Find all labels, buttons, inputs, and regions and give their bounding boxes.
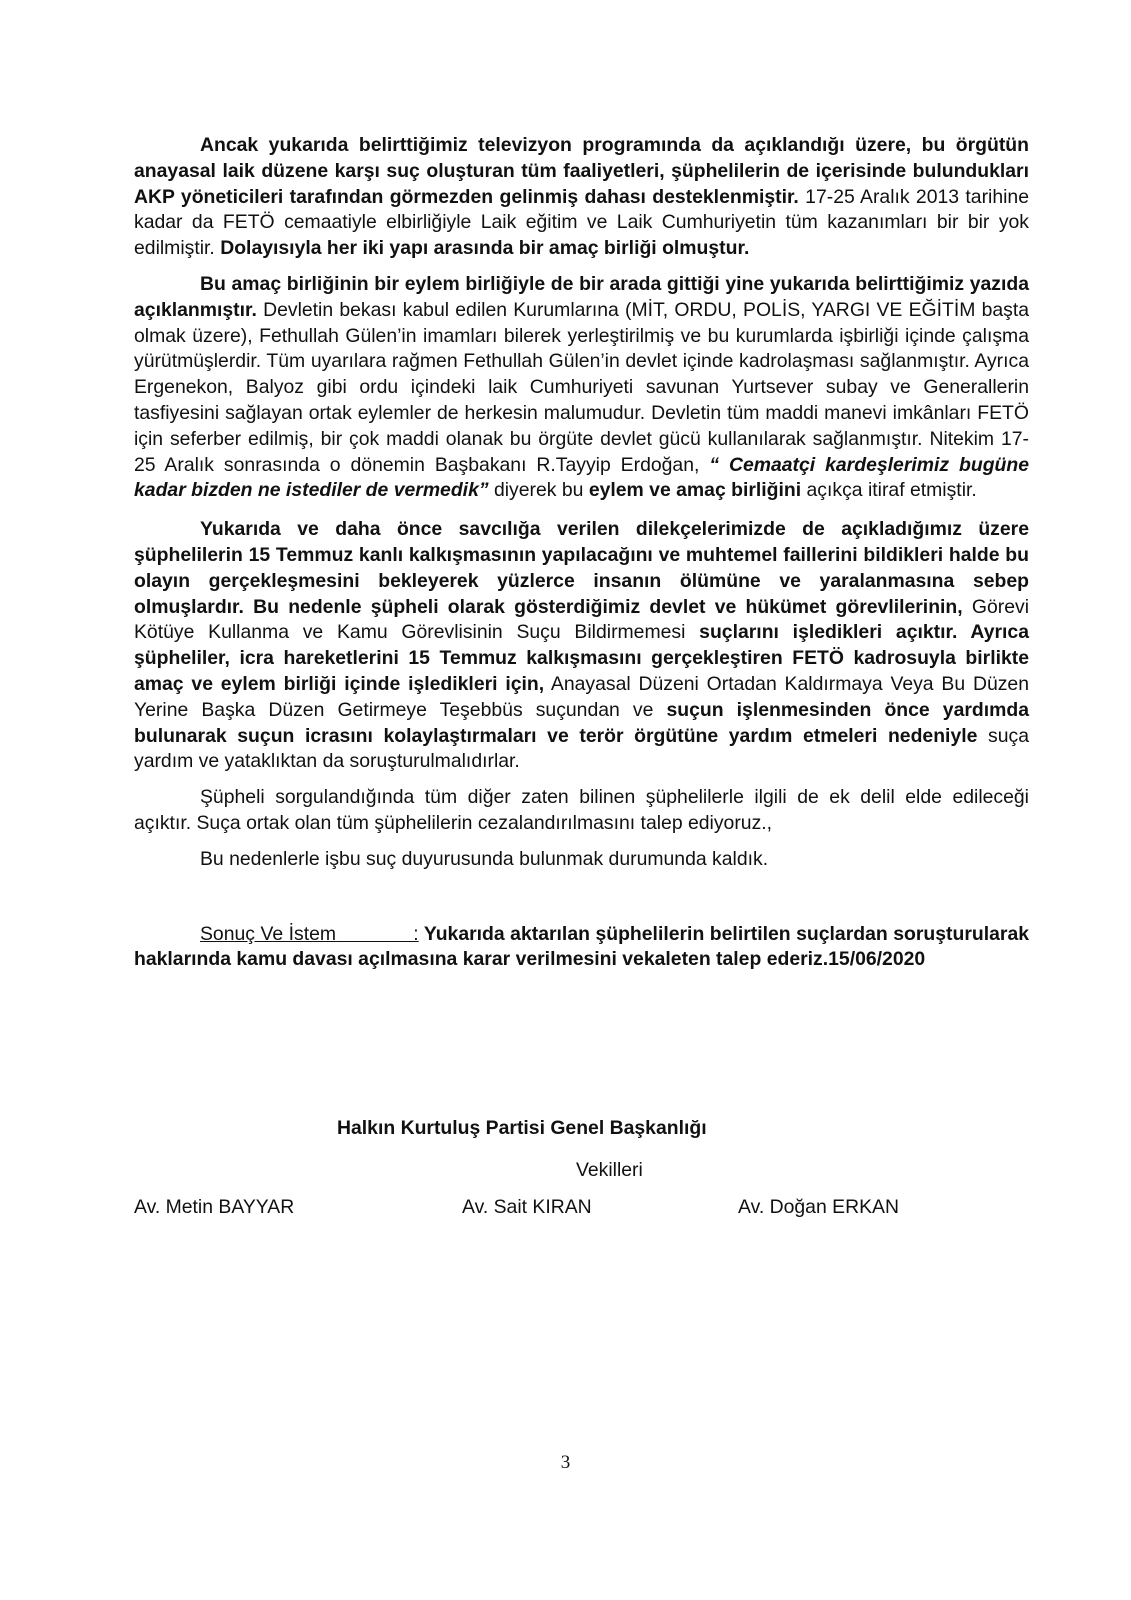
paragraph-3-span: suçlarını işledikleri açıktır. Ayrıca şüpheliler, icra hareketlerini 15 Temmuz kalkışmasını gerçekleştiren FETÖ kadrosuyla birlikte amaç ve eylem birliği içinde işledikleri için, [134,621,1029,695]
lawyer-name: Av. Sait KIRAN [462,1196,592,1218]
paragraph-5: Bu nedenlerle işbu suç duyurusunda bulunmak durumunda kaldık. [200,847,769,870]
lawyer-name: Av. Metin BAYYAR [134,1196,295,1218]
paragraph-2-span: Bu amaç birliğinin bir eylem birliğiyle de bir arada gittiği yine yukarıda belirttiğimiz yazıda açıklanmıştır. [134,272,1029,321]
paragraph-3-span: suça yardım ve yataklıktan da soruşturulmalıdırlar. [134,724,1029,773]
paragraph-3-span: Görevi Kötüye Kullanma ve Kamu Görevlisinin Suçu Bildirmemesi [134,595,1030,644]
paragraph-4: Şüpheli sorgulandığında tüm diğer zaten bilinen şüphelilerle ilgili de ek delil elde edileceği açıktır. Suça ortak olan tüm şüphelilerin cezalandırılmasını talep ediyoruz., [134,786,1029,834]
paragraph-1 [134,133,1029,262]
paragraph-3-span: Yukarıda ve daha önce savcılığa verilen dilekçelerimizde de açıkladığımız üzere şüphelilerin 15 Temmuz kanlı kalkışmasının yapılacağını ve muhtemel faillerini bildikleri halde bu olayın gerçekleşmesini bekleyerek yüzlerce insanın ölümüne ve yaralanmasına sebep olmuşlardır. Bu nedenle şüpheli olarak gösterdiğimiz devlet ve hükümet görevlilerinin, [134,518,1029,618]
paragraph-1-span: Ancak yukarıda belirttiğimiz televizyon programında da açıklandığı üzere, bu örgütün anayasal laik düzene karşı suç oluşturan tüm faaliyetleri, şüphelilerin de içerisinde bulundukları AKP yöneticileri tarafından görmezden gelinmiş dahası desteklenmiştir. [134,134,1029,208]
attorneys-label: Vekilleri [576,1159,643,1181]
lawyer-name: Av. Doğan ERKAN [738,1196,899,1218]
paragraph-2-span: eylem ve amaç birliğini [588,479,802,502]
paragraph-2-span: açıkça itiraf etmiştir. [801,479,977,502]
paragraph-3 [134,517,1029,775]
result-label: Sonuç Ve İstem [200,922,337,945]
paragraph-2-quote: “ Cemaatçi kardeşlerimiz bugüne kadar bizden ne istediler de vermedik” [134,453,1030,502]
paragraph-2-span: diyerek bu [488,479,589,502]
result-text: Yukarıda aktarılan şüphelilerin belirtilen suçlardan soruşturularak haklarında kamu davası açılmasına karar verilmesini vekaleten talep ederiz.15/06/2020 [134,922,1030,971]
paragraph-2-span: Devletin bekası kabul edilen Kurumlarına (MİT, ORDU, POLİS, YARGI VE EĞİTİM başta olmak üzere), Fethullah Gülen’in imamları bilerek yerleştirilmiş ve bu kurumlarda işbirliği içinde çalışma yürütmüşlerdir. Tüm uyarılara rağmen Fethullah Gülen’in devlet içinde kadrolaşması sağlanmıştır. Ayrıca Ergenekon, Balyoz gibi ordu içindeki laik Cumhuriyeti savunan Yurtsever subay ve Generallerin tasfiyesini sağlayan ortak eylemler de herkesin malumudur. Devletin tüm maddi manevi imkânları FETÖ için seferber edilmiş, bir çok maddi olanak bu örgüte devlet gücü kullanılarak sağlanmıştır. Nitekim 17-25 Aralık sonrasında o dönemin Başbakanı R.Tayyip Erdoğan, [134,298,1029,476]
result-colon: : [336,922,419,945]
party-name: Halkın Kurtuluş Partisi Genel Başkanlığı [337,1117,707,1139]
paragraph-2 [134,272,1029,504]
result-and-request [134,922,1029,974]
paragraph-3-span: suçun işlenmesinden önce yardımda bulunarak suçun icrasını kolaylaştırmaları ve terör örgütüne yardım etmeleri nedeniyle [134,698,1029,747]
paragraph-1-span: Dolayısıyla her iki yapı arasında bir amaç birliği olmuştur. [220,237,750,260]
page-number: 3 [560,1452,571,1473]
document-body [134,133,1029,993]
paragraph-1-span: 17-25 Aralık 2013 tarihine kadar da FETÖ cemaatiyle elbirliğiyle Laik eğitim ve Laik Cumhuriyetin tüm kazanımları bir bir yok edilmiştir. [134,185,1030,260]
paragraph-3-span: Anayasal Düzeni Ortadan Kaldırmaya Veya Bu Düzen Yerine Başka Düzen Getirmeye Teşebbüs suçundan ve [134,672,1029,721]
